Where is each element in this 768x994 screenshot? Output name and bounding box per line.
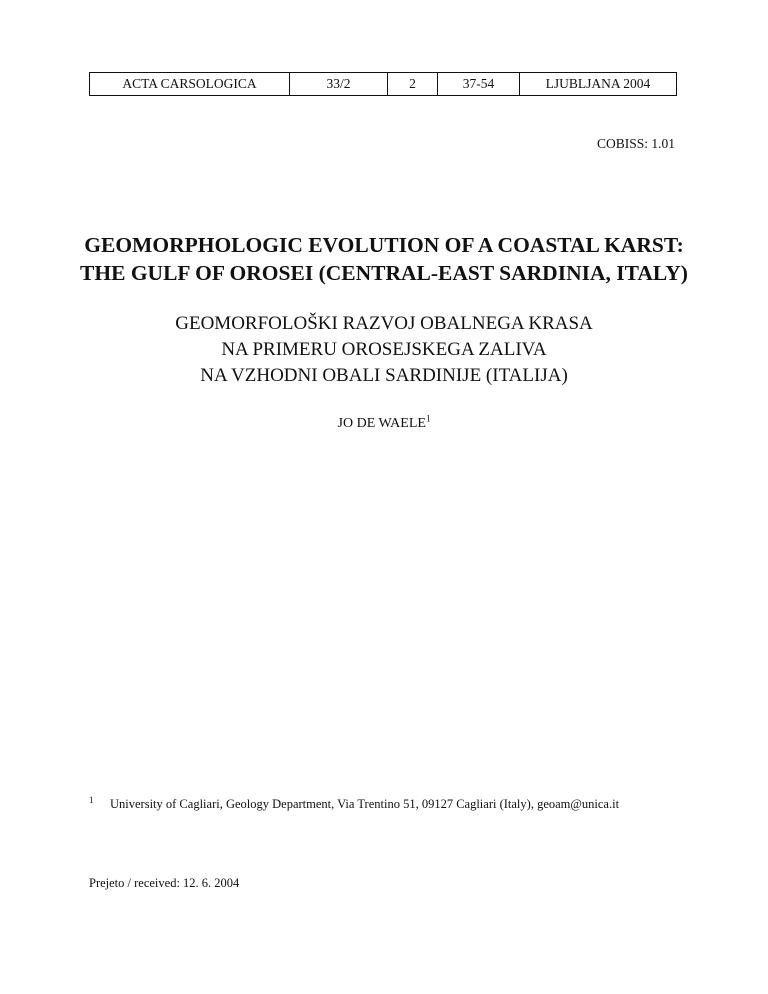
received-date: Prejeto / received: 12. 6. 2004 — [89, 876, 240, 890]
footnote-marker-number: 1 — [89, 794, 94, 805]
journal-place-year: LJUBLJANA 2004 — [520, 73, 677, 96]
paper-title — [0, 231, 768, 287]
journal-volume: 33/2 — [290, 73, 388, 96]
paper-title-line-2: THE GULF OF OROSEI (CENTRAL-EAST SARDINIA, ITALY) — [80, 261, 688, 285]
author-name: JO DE WAELE — [337, 416, 426, 431]
author-line — [0, 413, 768, 432]
journal-header-table — [89, 72, 677, 96]
journal-header-row — [90, 73, 677, 96]
paper-subtitle — [0, 311, 768, 389]
footnote-text: University of Cagliari, Geology Department, Via Trentino 51, 09127 Cagliari (Italy), geoam@unica.it — [110, 797, 620, 811]
paper-subtitle-line-2: NA PRIMERU OROSEJSKEGA ZALIVA — [221, 339, 547, 360]
paper-subtitle-line-1: GEOMORFOLOŠKI RAZVOJ OBALNEGA KRASA — [175, 313, 593, 334]
footnote-marker — [89, 794, 110, 812]
author-footnote-marker: 1 — [425, 413, 431, 424]
journal-pages: 37-54 — [438, 73, 520, 96]
journal-name: ACTA CARSOLOGICA — [90, 73, 290, 96]
cobiss-code: COBISS: 1.01 — [596, 136, 675, 151]
journal-number: 2 — [388, 73, 438, 96]
affiliation-footnote — [89, 794, 620, 812]
paper-subtitle-line-3: NA VZHODNI OBALI SARDINIJE (ITALIJA) — [200, 365, 568, 386]
paper-title-line-1: GEOMORPHOLOGIC EVOLUTION OF A COASTAL KARST: — [84, 233, 684, 257]
